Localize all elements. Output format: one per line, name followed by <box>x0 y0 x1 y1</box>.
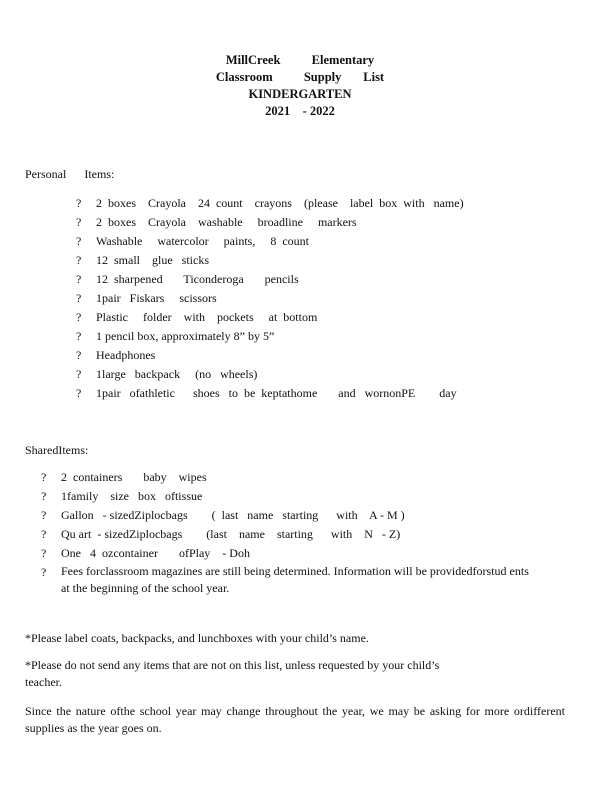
shared-items-heading: SharedItems: <box>25 443 89 457</box>
bullet-icon: ? <box>41 470 47 484</box>
list-title: Classroom Supply List <box>215 70 385 84</box>
bullet-icon: ? <box>41 508 47 522</box>
extra-items-note: *Please do not send any items that are not on this list, unless requested by your child’s teacher. <box>25 658 440 689</box>
bullet-icon: ? <box>76 386 82 400</box>
bullet-icon: ? <box>76 329 82 343</box>
list-item-text: 1large backpack (no wheels) <box>96 367 258 381</box>
bullet-icon: ? <box>76 253 82 267</box>
bullet-icon: ? <box>76 310 82 324</box>
list-item-text: Gallon - sizedZiplocbags ( last name starting with A - M ) <box>61 508 405 522</box>
list-item-text: Headphones <box>96 348 156 362</box>
document-title <box>0 52 600 120</box>
list-item-text: 1family size box oftissue <box>61 489 203 503</box>
list-item-text: 1pair Fiskars scissors <box>96 291 217 305</box>
bullet-icon: ? <box>41 546 47 560</box>
bullet-icon: ? <box>41 565 47 579</box>
list-item-text: Plastic folder with pockets at bottom <box>96 310 318 324</box>
bullet-icon: ? <box>76 291 82 305</box>
bullet-icon: ? <box>76 272 82 286</box>
bullet-icon: ? <box>76 234 82 248</box>
list-item-text: 12 small glue sticks <box>96 253 209 267</box>
school-name: MillCreek Elementary <box>225 53 375 67</box>
list-item-text: 2 boxes Crayola washable broadline markers <box>96 215 357 229</box>
list-item-text: One 4 ozcontainer ofPlay - Doh <box>61 546 250 560</box>
list-item-text: 12 sharpened Ticonderoga pencils <box>96 272 299 286</box>
list-item-text: 1pair ofathletic shoes to be keptathome and wornonPE day <box>96 386 457 400</box>
bullet-icon: ? <box>41 527 47 541</box>
list-item-text: 1 pencil box, approximately 8” by 5” <box>96 329 275 343</box>
bullet-icon: ? <box>76 196 82 210</box>
bullet-icon: ? <box>76 348 82 362</box>
label-reminder-note: *Please label coats, backpacks, and lunchboxes with your child’s name. <box>25 631 369 645</box>
personal-items-heading: Personal Items: <box>25 167 115 181</box>
bullet-icon: ? <box>41 489 47 503</box>
list-item-text: Fees forclassroom magazines are still being determined. Information will be providedforstud ents at the beginning of the school year. <box>61 564 529 595</box>
bullet-icon: ? <box>76 367 82 381</box>
list-item-text: Qu art - sizedZiplocbags (last name starting with N - Z) <box>61 527 401 541</box>
supplies-change-note: Since the nature ofthe school year may change throughout the year, we may be asking for more ordifferent supplies as the year goes on. <box>25 704 565 735</box>
grade-level: KINDERGARTEN <box>248 87 352 101</box>
bullet-icon: ? <box>76 215 82 229</box>
list-item-text: 2 containers baby wipes <box>61 470 207 484</box>
list-item-text: Washable watercolor paints, 8 count <box>96 234 309 248</box>
school-year: 2021 - 2022 <box>265 104 335 118</box>
list-item-text: 2 boxes Crayola 24 count crayons (please label box with name) <box>96 196 464 210</box>
